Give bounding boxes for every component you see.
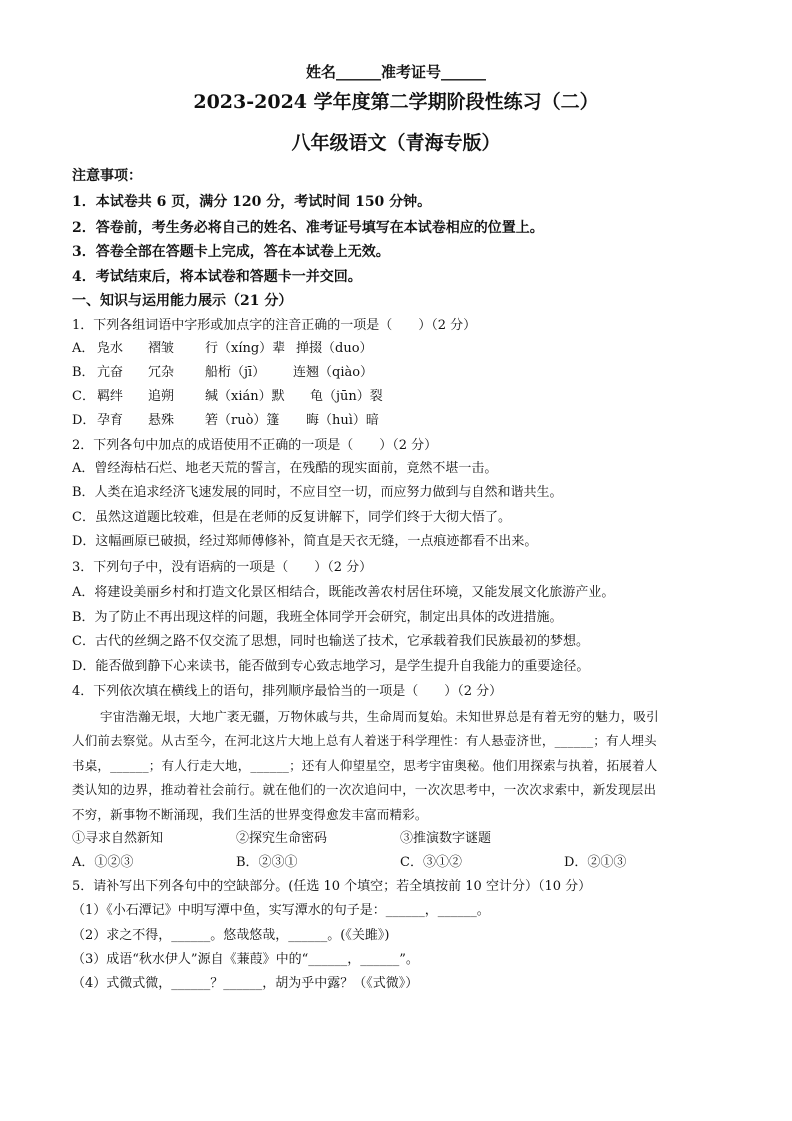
option-word: 孕育 (97, 413, 124, 428)
option-word: 亢奋 (97, 365, 124, 380)
question-3-option: C．古代的丝绸之路不仅交流了思想，同时也输送了技术，它承载着我们民族最初的梦想。 (72, 634, 589, 649)
question-5-stem: 5．请补写出下列各句中的空缺部分。(任选 10 个填空；若全填按前 10 空计分）（10 分） (72, 879, 592, 894)
question-3-option: A．将建设美丽乡村和打造文化景区相结合，既能改善农村居住环境，又能发展文化旅游产业。 (72, 585, 615, 600)
option-word: 追朔 (148, 389, 175, 404)
option-word: 凫水 (97, 341, 124, 356)
note-item: 1．本试卷共 6 页，满分 120 分，考试时间 150 分钟。 (72, 194, 432, 210)
name-id-line: 姓名______准考证号______ (305, 63, 486, 81)
option-word: 羁绊 (97, 389, 124, 404)
choice-item: ③推演数字谜题 (400, 831, 492, 846)
question-2-option: C．虽然这道题比较难，但是在老师的反复讲解下，同学们终于大彻大悟了。 (72, 510, 511, 525)
passage-line: 不穷，新事物不断涌现，我们生活的世界变得愈发丰富而精彩。 (72, 807, 428, 822)
option-label: C． (72, 389, 95, 404)
option-word: 悬殊 (148, 413, 175, 428)
question-5-item: （1）《小石潭记》中明写潭中鱼，实写潭水的句子是：______，______。 (72, 903, 490, 918)
question-4-stem: 4．下列依次填在横线上的语句，排列顺序最恰当的一项是（ ）（2 分） (72, 684, 503, 699)
question-2-stem: 2．下列各句中加点的成语使用不正确的一项是（ ）（2 分） (72, 438, 438, 453)
option-label: B． (72, 365, 95, 380)
option-word: 晦（huì）暗 (306, 413, 379, 428)
option-word: 箬（ruò）篷 (205, 413, 280, 428)
option-word: 龟（jūn）裂 (310, 389, 383, 404)
question-5-item: （2）求之不得，______。悠哉悠哉，______。(《关雎》) (72, 928, 390, 943)
option-label: A． (72, 341, 95, 356)
question-5-item: （3）成语“秋水伊人”源自《蒹葭》中的“______，______”。 (72, 952, 419, 967)
option-word: 掸掇（duo） (296, 341, 373, 356)
passage-line: 宇宙浩瀚无垠，大地广袤无疆，万物休戚与共，生命周而复始。未知世界总是有着无穷的魅力，吸引 (100, 709, 659, 724)
choice-item: ①寻求自然新知 (72, 831, 164, 846)
question-3-option: B．为了防止不再出现这样的问题，我班全体同学开会研究，制定出具体的改进措施。 (72, 610, 563, 625)
option-word: 连翘（qiào） (293, 365, 374, 380)
note-item: 3．答卷全部在答题卡上完成，答在本试卷上无效。 (72, 244, 390, 260)
answer-option-b: B．②③① (236, 855, 298, 870)
answer-option-a: A．①②③ (72, 855, 134, 870)
option-word: 缄（xián）默 (205, 389, 285, 404)
choice-item: ②探究生命密码 (236, 831, 328, 846)
question-1-stem: 1．下列各组词语中字形或加点字的注音正确的一项是（ ）（2 分） (72, 318, 477, 333)
exam-subtitle: 八年级语文（青海专版） (291, 132, 501, 154)
note-item: 4．考试结束后，将本试卷和答题卡一并交回。 (72, 269, 362, 285)
exam-title: 2023-2024 学年度第二学期阶段性练习（二） (193, 91, 599, 113)
option-word: 行（xíng）辈 (205, 341, 286, 356)
section-heading: 一、知识与运用能力展示（21 分） (72, 293, 293, 309)
passage-line: 人们前去察觉。从古至今，在河北这片大地上总有人着迷于科学理性：有人悬壶济世，______；有人埋头 (72, 733, 657, 748)
passage-line: 书桌，______；有人行走大地，______；还有人仰望星空，思考宇宙奥秘。他们用探索与执着，拓展着人 (72, 758, 658, 773)
option-word: 船桁（jī） (205, 365, 266, 380)
option-word: 褶皱 (148, 341, 175, 356)
question-5-item: （4）式微式微，______？______，胡为乎中露？（《式微》） (72, 976, 419, 991)
notes-heading: 注意事项： (72, 168, 142, 184)
option-word: 冗杂 (148, 365, 175, 380)
question-3-option: D．能否做到静下心来读书，能否做到专心致志地学习，是学生提升自我能力的重要途径。 (72, 659, 590, 674)
answer-option-c: C．③①② (400, 855, 462, 870)
option-label: D． (72, 413, 96, 428)
question-2-option: D．这幅画原已破损，经过郑师傅修补，简直是天衣无缝，一点痕迹都看不出来。 (72, 534, 538, 549)
question-2-option: A．曾经海枯石烂、地老天荒的誓言，在残酷的现实面前，竟然不堪一击。 (72, 461, 498, 476)
question-3-stem: 3．下列句子中，没有语病的一项是（ ）（2 分） (72, 560, 373, 575)
note-item: 2．答卷前，考生务必将自己的姓名、准考证号填写在本试卷相应的位置上。 (72, 220, 544, 236)
question-2-option: B．人类在追求经济飞速发展的同时，不应目空一切，而应努力做到与自然和谐共生。 (72, 485, 563, 500)
passage-line: 类认知的边界，推动着社会前行。就在他们的一次次追问中，一次次思考中，一次次求索中，新发现层出 (72, 782, 657, 797)
answer-option-d: D．②①③ (564, 855, 627, 870)
